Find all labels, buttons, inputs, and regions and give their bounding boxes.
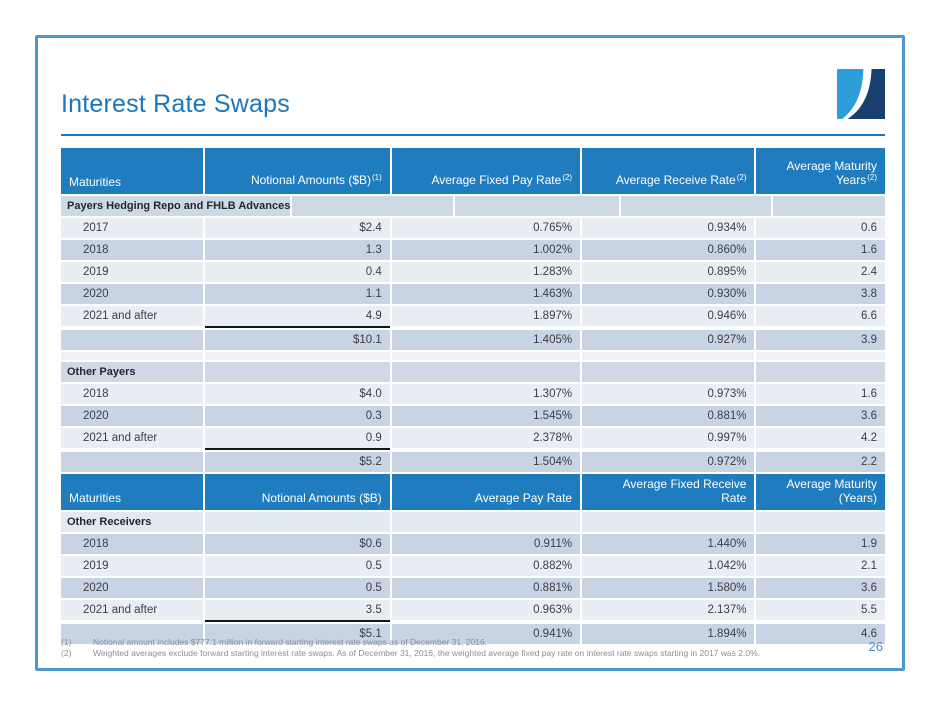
footnote-1: [61, 637, 795, 648]
pay-rate-cell: 1.897%: [392, 306, 580, 326]
receive-rate-cell: 0.881%: [582, 406, 754, 426]
notional-cell: 0.9: [205, 428, 389, 450]
total-pay-rate-cell: 0.941%: [392, 624, 580, 644]
maturity-cell: 2021 and after: [61, 428, 203, 448]
maturity-cell: 2019: [61, 556, 203, 576]
footnote-ref-2: (2): [867, 173, 877, 182]
notional-cell: 1.3: [205, 240, 389, 260]
avg-maturity-cell: 6.6: [756, 306, 885, 326]
maturity-cell: 2021 and after: [61, 306, 203, 326]
table-row: [61, 240, 885, 260]
footnote-text: Notional amount includes $777.1 million in forward starting interest rate swaps as of December 31, 2016.: [93, 637, 488, 647]
maturity-cell: 2020: [61, 406, 203, 426]
total-avg-maturity-cell: 2.2: [756, 452, 885, 472]
table-row: [61, 262, 885, 282]
total-pay-rate-cell: 1.504%: [392, 452, 580, 472]
pay-rate-cell: 1.545%: [392, 406, 580, 426]
maturity-cell: 2018: [61, 384, 203, 404]
maturity-cell: 2020: [61, 284, 203, 304]
header-avg-pay-rate: Average Pay Rate: [392, 474, 580, 510]
maturity-cell: 2017: [61, 218, 203, 238]
notional-cell: 0.5: [205, 556, 389, 576]
receive-rate-cell: 0.946%: [582, 306, 754, 326]
notional-cell: $0.6: [205, 534, 389, 554]
total-row: [61, 452, 885, 472]
header-avg-receive-rate: Average Receive Rate$^{(2)}$: [582, 148, 754, 194]
notional-cell: 1.1: [205, 284, 389, 304]
total-pay-rate-cell: 1.405%: [392, 330, 580, 350]
receive-rate-cell: 1.042%: [582, 556, 754, 576]
avg-maturity-cell: 3.6: [756, 578, 885, 598]
pay-rate-cell: 1.307%: [392, 384, 580, 404]
section-label: Payers Hedging Repo and FHLB Advances: [61, 196, 290, 216]
total-row: [61, 330, 885, 350]
total-avg-maturity-cell: 3.9: [756, 330, 885, 350]
total-notional-cell: $5.1: [205, 624, 389, 644]
pay-rate-cell: 0.881%: [392, 578, 580, 598]
pay-rate-cell: 1.283%: [392, 262, 580, 282]
section-label: Other Payers: [61, 362, 203, 382]
receive-rate-cell: 0.895%: [582, 262, 754, 282]
receive-rate-cell: 1.580%: [582, 578, 754, 598]
table-row: [61, 578, 885, 598]
slide: [35, 35, 905, 671]
pay-rate-cell: 1.463%: [392, 284, 580, 304]
notional-cell: 0.4: [205, 262, 389, 282]
maturity-cell: 2018: [61, 240, 203, 260]
avg-maturity-cell: 3.8: [756, 284, 885, 304]
footnotes: [61, 637, 795, 659]
footnote-ref-2: (2): [562, 173, 573, 182]
notional-cell: 3.5: [205, 600, 389, 622]
title-underline: [61, 134, 885, 136]
footnote-2: [61, 648, 795, 659]
receive-rate-cell: 0.934%: [582, 218, 754, 238]
footnote-ref-1: (1): [372, 173, 382, 182]
header-avg-fixed-receive-rate: Average Fixed Receive Rate: [582, 474, 754, 510]
swaps-table-payers: [61, 148, 885, 644]
header-notional-amounts: Notional Amounts ($B): [205, 474, 389, 510]
table2-header-row: [61, 474, 885, 510]
maturity-cell: 2020: [61, 578, 203, 598]
page-number: 26: [868, 639, 883, 654]
avg-maturity-cell: 1.6: [756, 384, 885, 404]
footnote-text: Weighted averages exclude forward starting interest rate swaps. As of December 31, 2016, the weighted average fixed pay rate on interest rate swaps starting in 2017 was 2.0%.: [93, 648, 760, 658]
table-row: [61, 428, 885, 450]
table-row: [61, 406, 885, 426]
company-logo-icon: [837, 68, 885, 120]
header-avg-maturity-years: Average Maturity Years$^{(2)}$: [756, 148, 885, 194]
notional-cell: 0.3: [205, 406, 389, 426]
receive-rate-cell: 0.973%: [582, 384, 754, 404]
footnote-ref-2: (2): [736, 173, 747, 182]
table-row: [61, 284, 885, 304]
pay-rate-cell: 0.963%: [392, 600, 580, 620]
table-row: [61, 600, 885, 622]
header-notional-amounts: Notional Amounts ($B)$^{(1)}$: [205, 148, 389, 194]
avg-maturity-cell: 1.6: [756, 240, 885, 260]
notional-cell: $2.4: [205, 218, 389, 238]
section-row-payers-hedging: [61, 196, 885, 216]
pay-rate-cell: 0.911%: [392, 534, 580, 554]
maturity-cell: 2021 and after: [61, 600, 203, 620]
notional-cell: $4.0: [205, 384, 389, 404]
total-notional-cell: $5.2: [205, 452, 389, 472]
maturity-cell: 2019: [61, 262, 203, 282]
section-row-other-payers: [61, 362, 885, 382]
table-row: [61, 218, 885, 238]
total-notional-cell: $10.1: [205, 330, 389, 350]
pay-rate-cell: 1.002%: [392, 240, 580, 260]
avg-maturity-cell: 3.6: [756, 406, 885, 426]
pay-rate-cell: 0.765%: [392, 218, 580, 238]
receive-rate-cell: 0.860%: [582, 240, 754, 260]
avg-maturity-cell: 2.1: [756, 556, 885, 576]
header-maturities: Maturities: [61, 148, 203, 194]
page-title: Interest Rate Swaps: [61, 90, 290, 118]
pay-rate-cell: 2.378%: [392, 428, 580, 448]
total-receive-rate-cell: 1.894%: [582, 624, 754, 644]
avg-maturity-cell: 0.6: [756, 218, 885, 238]
header-maturities: Maturities: [61, 474, 203, 510]
header-avg-fixed-pay-rate: Average Fixed Pay Rate$^{(2)}$: [392, 148, 580, 194]
table-row: [61, 534, 885, 554]
header-avg-maturity-years: Average Maturity (Years): [756, 474, 885, 510]
maturity-cell: 2018: [61, 534, 203, 554]
footnote-marker: (2): [61, 648, 72, 658]
avg-maturity-cell: 5.5: [756, 600, 885, 620]
table1-header-row: [61, 148, 885, 194]
table-row: [61, 384, 885, 404]
receive-rate-cell: 2.137%: [582, 600, 754, 620]
receive-rate-cell: 0.930%: [582, 284, 754, 304]
receive-rate-cell: 1.440%: [582, 534, 754, 554]
avg-maturity-cell: 4.2: [756, 428, 885, 448]
total-receive-rate-cell: 0.972%: [582, 452, 754, 472]
total-receive-rate-cell: 0.927%: [582, 330, 754, 350]
notional-cell: 4.9: [205, 306, 389, 328]
total-avg-maturity-cell: 4.6: [756, 624, 885, 644]
avg-maturity-cell: 1.9: [756, 534, 885, 554]
pay-rate-cell: 0.882%: [392, 556, 580, 576]
notional-cell: 0.5: [205, 578, 389, 598]
receive-rate-cell: 0.997%: [582, 428, 754, 448]
avg-maturity-cell: 2.4: [756, 262, 885, 282]
section-row-other-receivers: [61, 512, 885, 532]
footnote-marker: (1): [61, 637, 72, 647]
section-label: Other Receivers: [61, 512, 203, 532]
spacer-row: [61, 352, 885, 360]
table-row: [61, 306, 885, 328]
table-row: [61, 556, 885, 576]
